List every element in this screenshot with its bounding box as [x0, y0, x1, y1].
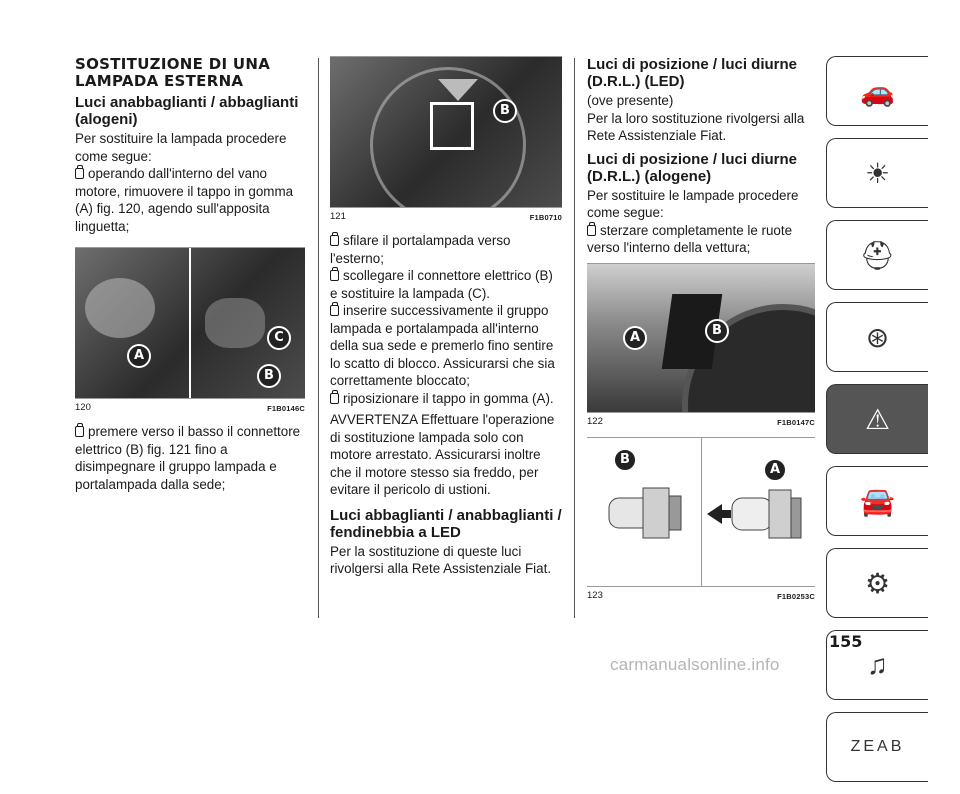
callout-b: B: [493, 99, 517, 123]
figure-photo: [587, 264, 815, 412]
subheading-drl-led: Luci di posizione / luci diurne (D.R.L.) (LED): [587, 56, 798, 90]
drl-led-text: Per la loro sostituzione rivolgersi alla Rete Assistenziale Fiat.: [587, 110, 805, 143]
step-item: sterzare completamente le ruote verso l'interno della vettura;: [587, 222, 793, 255]
note-text: (ove presente): [587, 93, 674, 108]
callout-c: C: [267, 326, 291, 350]
subheading-led: Luci abbaglianti / anabbaglianti / fendinebbia a LED: [330, 506, 562, 541]
figure-number: 122: [587, 415, 603, 427]
subheading-drl-halogen: Luci di posizione / luci diurne (D.R.L.) (alogene): [587, 150, 798, 185]
figure-photo: [75, 248, 305, 398]
bullet-icon: [587, 225, 596, 236]
bullet-icon: [330, 305, 339, 316]
figure-code: F1B0253C: [777, 591, 815, 601]
chapter-tabs: [826, 56, 930, 794]
column-2: [330, 56, 562, 578]
figure-photo: [330, 57, 562, 207]
callout-b: B: [257, 364, 281, 388]
car-info-icon[interactable]: 🚗: [826, 56, 928, 126]
bullet-icon: [75, 168, 84, 179]
section-title: SOSTITUZIONE DI UNA LAMPADA ESTERNA: [75, 55, 271, 90]
intro-text-2: Per sostituire le lampade procedere come segue:: [587, 187, 799, 220]
step-item: sfilare il portalampada verso l'esterno;: [330, 233, 511, 266]
seat-safety-icon[interactable]: ⛑: [826, 220, 928, 290]
column-divider: [318, 58, 319, 618]
bullet-icon: [75, 426, 84, 437]
column-3: [587, 56, 815, 611]
step-item: premere verso il basso il connettore elettrico (B) fig. 121 fino a disimpegnare il gruppo lampada e portalampada dalla sede;: [75, 424, 301, 492]
callout-b: B: [613, 448, 637, 472]
watermark: carmanualsonline.info: [610, 655, 780, 674]
figure-122: [587, 263, 815, 413]
bullet-icon: [330, 235, 339, 246]
led-text: Per la sostituzione di queste luci rivolgersi alla Rete Assistenziale Fiat.: [330, 543, 552, 576]
figure-drawing: [587, 438, 815, 586]
page-number: 155: [829, 632, 863, 651]
callout-b: B: [705, 319, 729, 343]
figure-123: [587, 437, 815, 587]
bullet-icon: [330, 270, 339, 281]
warning-lights-icon[interactable]: ☀: [826, 138, 928, 208]
figure-code: F1B0710: [529, 213, 562, 222]
intro-text: Per sostituire la lampada procedere come segue:: [75, 131, 287, 164]
subheading-halogen: Luci anabbaglianti / abbaglianti (alogeni): [75, 94, 299, 128]
index-icon[interactable]: ZEAB: [826, 712, 928, 782]
callout-a: A: [127, 344, 151, 368]
figure-number: 123: [587, 589, 603, 601]
steering-wheel-icon[interactable]: ⊛: [826, 302, 928, 372]
figure-120: [75, 247, 305, 399]
figure-121: [330, 56, 562, 208]
car-maintenance-icon[interactable]: 🚘: [826, 466, 928, 536]
column-divider: [574, 58, 575, 618]
emergency-triangle-icon[interactable]: ⚠: [826, 384, 928, 454]
callout-a: A: [763, 458, 787, 482]
bullet-icon: [330, 393, 339, 404]
figure-number: 121: [330, 211, 346, 222]
column-1: [75, 56, 305, 493]
step-item: operando dall'interno del vano motore, rimuovere il tappo in gomma (A) fig. 120, agendo sull'apposita linguetta;: [75, 166, 294, 234]
callout-a: A: [623, 326, 647, 350]
step-item: riposizionare il tappo in gomma (A).: [330, 390, 562, 408]
figure-number: 120: [75, 402, 91, 413]
step-item: inserire successivamente il gruppo lampada e portalampada all'interno della sua sede e premerlo fino sentire lo scatto di blocco. Assicurarsi che sia correttamente bloccato;: [330, 303, 555, 388]
multimedia-icon[interactable]: ♫: [826, 630, 928, 700]
technical-data-icon[interactable]: ⚙: [826, 548, 928, 618]
figure-code: F1B0147C: [777, 417, 815, 427]
step-item: scollegare il connettore elettrico (B) e sostituire la lampada (C).: [330, 268, 553, 301]
warning-text: AVVERTENZA Effettuare l'operazione di sostituzione lampada solo con motore arrestato. Assicurarsi inoltre che il motore stesso sia freddo, per evitare il pericolo di ustioni.: [330, 412, 555, 497]
figure-code: F1B0146C: [267, 404, 305, 413]
